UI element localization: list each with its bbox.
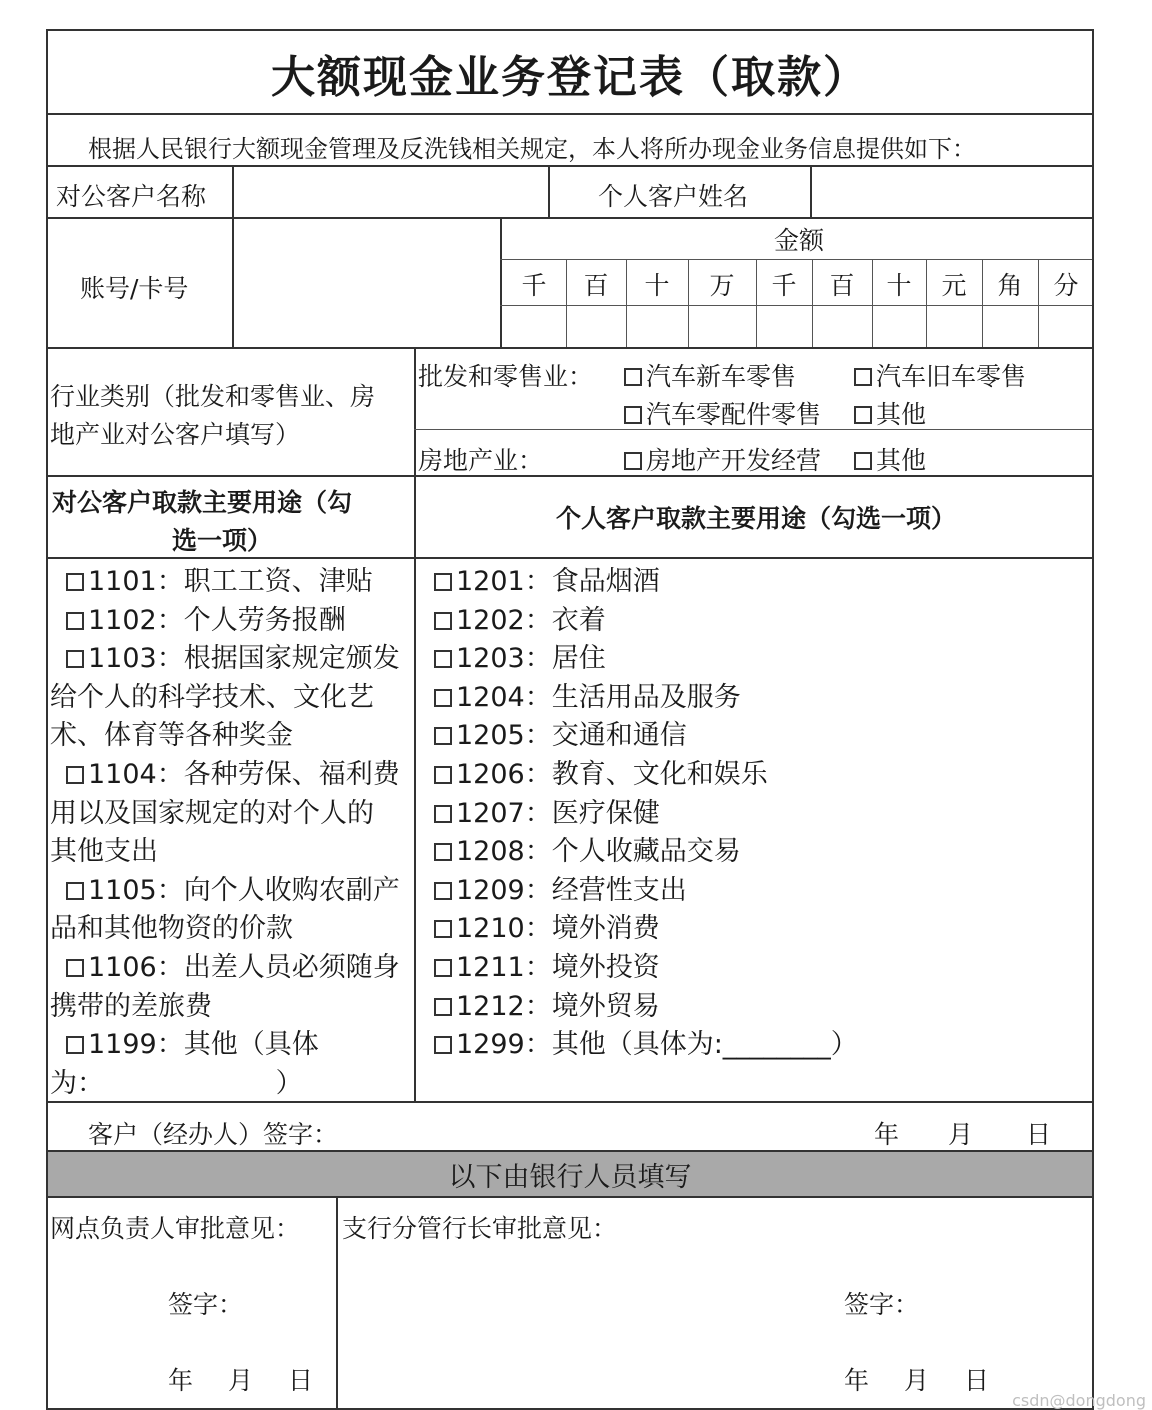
checkbox-icon bbox=[66, 882, 84, 900]
checkbox-icon bbox=[434, 689, 452, 707]
date-month: 月 bbox=[948, 1120, 974, 1149]
amount-unit-yuan: 元 bbox=[941, 271, 967, 300]
personal-purpose-1209[interactable] bbox=[434, 872, 1094, 911]
branch-date-year: 年 bbox=[168, 1366, 194, 1395]
corp-purpose-1199[interactable] bbox=[50, 1026, 412, 1065]
purpose-continuation: 用以及国家规定的对个人的 bbox=[50, 797, 374, 829]
checkbox-icon bbox=[624, 406, 642, 424]
corp-purpose-header-line1: 对公客户取款主要用途（勾 bbox=[52, 488, 353, 517]
purpose-label: 1211：境外投资 bbox=[456, 951, 660, 983]
option-label: 其他 bbox=[876, 400, 927, 429]
personal-purpose-1212[interactable] bbox=[434, 988, 1094, 1027]
option-wholesale-other[interactable] bbox=[854, 395, 926, 431]
checkbox-icon bbox=[434, 959, 452, 977]
checkbox-icon bbox=[624, 368, 642, 386]
divider bbox=[1038, 259, 1039, 347]
personal-purpose-1201[interactable] bbox=[434, 563, 1094, 602]
customer-signature-field[interactable] bbox=[388, 1107, 848, 1147]
subbranch-sign-label: 签字： bbox=[844, 1290, 920, 1319]
purpose-label: 1102：个人劳务报酬 bbox=[88, 604, 346, 636]
form-title: 大额现金业务登记表（取款） bbox=[271, 52, 869, 103]
industry-label-line2: 地产业对公客户填写） bbox=[50, 420, 301, 449]
option-used-car-retail[interactable] bbox=[854, 357, 1026, 393]
checkbox-icon bbox=[434, 998, 452, 1016]
divider bbox=[926, 259, 927, 347]
corp-purpose-1105[interactable] bbox=[50, 872, 412, 911]
account-label: 账号/卡号 bbox=[80, 274, 189, 303]
personal-purpose-list bbox=[434, 563, 1094, 1065]
divider bbox=[548, 165, 550, 217]
checkbox-icon bbox=[434, 843, 452, 861]
checkbox-icon bbox=[624, 452, 642, 470]
checkbox-icon bbox=[434, 573, 452, 591]
divider bbox=[566, 259, 567, 347]
purpose-continuation: 给个人的科学技术、文化艺 bbox=[50, 681, 374, 713]
purpose-label: 1103：根据国家规定颁发 bbox=[88, 643, 400, 675]
checkbox-icon bbox=[434, 612, 452, 630]
purpose-label: 1201：食品烟酒 bbox=[456, 566, 660, 597]
divider bbox=[756, 259, 757, 347]
amount-unit-wan: 万 bbox=[709, 271, 735, 300]
purpose-label: 1210：境外消费 bbox=[456, 913, 660, 945]
corp-purpose-header-line2: 选一项） bbox=[172, 526, 273, 555]
option-label: 汽车零配件零售 bbox=[646, 400, 822, 429]
divider bbox=[414, 429, 1094, 430]
option-realestate-other[interactable] bbox=[854, 441, 926, 477]
checkbox-icon bbox=[66, 959, 84, 977]
checkbox-icon bbox=[854, 368, 872, 386]
checkbox-icon bbox=[66, 573, 84, 591]
realestate-label: 房地产业： bbox=[418, 446, 544, 475]
personal-purpose-1207[interactable] bbox=[434, 795, 1094, 834]
checkbox-icon bbox=[854, 406, 872, 424]
corp-purpose-1106[interactable] bbox=[50, 949, 412, 988]
personal-purpose-1208[interactable] bbox=[434, 833, 1094, 872]
corp-name-field[interactable] bbox=[234, 167, 548, 217]
subbranch-date-day: 日 bbox=[964, 1366, 990, 1395]
amount-unit-thousand-wan: 千 bbox=[521, 271, 547, 300]
divider bbox=[872, 259, 873, 347]
subbranch-approval-label: 支行分管行长审批意见： bbox=[342, 1214, 618, 1243]
purpose-label: 1207：医疗保健 bbox=[456, 797, 660, 829]
divider bbox=[48, 113, 1092, 115]
purpose-label: 1105：向个人收购农副产 bbox=[88, 874, 400, 906]
checkbox-icon bbox=[66, 612, 84, 630]
checkbox-icon bbox=[434, 882, 452, 900]
amount-unit-hundred-wan: 百 bbox=[583, 271, 609, 300]
checkbox-icon bbox=[66, 766, 84, 784]
checkbox-icon bbox=[854, 452, 872, 470]
personal-purpose-1211[interactable] bbox=[434, 949, 1094, 988]
divider bbox=[500, 305, 1094, 306]
checkbox-icon bbox=[434, 727, 452, 745]
option-label: 房地产开发经营 bbox=[646, 446, 822, 475]
purpose-label: 1203：居住 bbox=[456, 643, 606, 675]
corp-purpose-list bbox=[50, 563, 412, 1103]
corp-purpose-1103[interactable] bbox=[50, 640, 412, 679]
branch-sign-label: 签字： bbox=[168, 1290, 244, 1319]
checkbox-icon bbox=[434, 920, 452, 938]
purpose-label: 1106：出差人员必须随身 bbox=[88, 951, 400, 983]
option-car-parts-retail[interactable] bbox=[624, 395, 821, 431]
purpose-continuation: 为： ） bbox=[50, 1067, 303, 1099]
personal-name-field[interactable] bbox=[812, 167, 1094, 217]
checkbox-icon bbox=[66, 650, 84, 668]
option-label: 其他 bbox=[876, 446, 927, 475]
purpose-label: 1206：教育、文化和娱乐 bbox=[456, 758, 768, 790]
amount-unit-hundred: 百 bbox=[829, 271, 855, 300]
divider bbox=[336, 1196, 338, 1410]
personal-name-label: 个人客户姓名 bbox=[598, 182, 749, 211]
purpose-continuation: 其他支出 bbox=[50, 836, 158, 868]
divider bbox=[414, 475, 416, 1101]
divider bbox=[48, 1101, 1092, 1103]
purpose-continuation: 术、体育等各种奖金 bbox=[50, 720, 293, 752]
amount-unit-jiao: 角 bbox=[997, 271, 1023, 300]
divider bbox=[48, 1196, 1092, 1198]
option-label: 汽车旧车零售 bbox=[876, 362, 1027, 391]
watermark: csdn@dongdong bbox=[1012, 1391, 1146, 1410]
divider bbox=[500, 259, 1094, 260]
purpose-label: 1101：职工工资、津贴 bbox=[88, 566, 373, 597]
subbranch-date-month: 月 bbox=[904, 1366, 930, 1395]
bank-section-header: 以下由银行人员填写 bbox=[48, 1152, 1092, 1196]
purpose-continuation: 携带的差旅费 bbox=[50, 990, 212, 1022]
amount-unit-fen: 分 bbox=[1053, 271, 1079, 300]
checkbox-icon bbox=[434, 766, 452, 784]
option-new-car-retail[interactable] bbox=[624, 357, 796, 393]
industry-label-line1: 行业类别（批发和零售业、房 bbox=[50, 382, 376, 411]
wholesale-label: 批发和零售业： bbox=[418, 362, 594, 391]
purpose-label: 1209：经营性支出 bbox=[456, 874, 687, 906]
divider bbox=[688, 259, 689, 347]
divider bbox=[48, 347, 1092, 349]
amount-label: 金额 bbox=[773, 226, 824, 255]
purpose-continuation: 品和其他物资的价款 bbox=[50, 913, 293, 945]
checkbox-icon bbox=[434, 805, 452, 823]
corp-purpose-1101[interactable] bbox=[50, 563, 412, 602]
divider bbox=[982, 259, 983, 347]
divider bbox=[414, 347, 416, 475]
personal-purpose-1210[interactable] bbox=[434, 910, 1094, 949]
purpose-label: 1299：其他（具体为:________） bbox=[456, 1029, 858, 1061]
cash-registration-form bbox=[46, 29, 1094, 1410]
branch-date-day: 日 bbox=[288, 1366, 314, 1395]
customer-signature-label: 客户（经办人）签字： bbox=[88, 1120, 339, 1149]
purpose-label: 1204：生活用品及服务 bbox=[456, 681, 741, 713]
corp-name-label: 对公客户名称 bbox=[56, 182, 207, 211]
purpose-label: 1212：境外贸易 bbox=[456, 990, 660, 1022]
personal-purpose-1204[interactable] bbox=[434, 679, 1094, 718]
purpose-label: 1199：其他（具体 bbox=[88, 1029, 319, 1061]
personal-purpose-1205[interactable] bbox=[434, 717, 1094, 756]
personal-purpose-header: 个人客户取款主要用途（勾选一项） bbox=[555, 504, 956, 533]
option-realestate-dev[interactable] bbox=[624, 441, 821, 477]
purpose-label: 1202：衣着 bbox=[456, 604, 606, 636]
purpose-label: 1208：个人收藏品交易 bbox=[456, 836, 741, 868]
personal-purpose-1206[interactable] bbox=[434, 756, 1094, 795]
personal-purpose-1299[interactable] bbox=[434, 1026, 1094, 1065]
subbranch-date-year: 年 bbox=[844, 1366, 870, 1395]
divider bbox=[626, 259, 627, 347]
checkbox-icon bbox=[434, 650, 452, 668]
intro-text: 根据人民银行大额现金管理及反洗钱相关规定，本人将所办现金业务信息提供如下： bbox=[88, 135, 976, 163]
option-label: 汽车新车零售 bbox=[646, 362, 797, 391]
amount-unit-ten-wan: 十 bbox=[644, 271, 670, 300]
amount-unit-ten: 十 bbox=[886, 271, 912, 300]
corp-purpose-1102[interactable] bbox=[50, 602, 412, 641]
divider bbox=[812, 259, 813, 347]
date-day: 日 bbox=[1026, 1120, 1052, 1149]
divider bbox=[48, 557, 1092, 559]
checkbox-icon bbox=[66, 1036, 84, 1054]
personal-purpose-1203[interactable] bbox=[434, 640, 1094, 679]
date-year: 年 bbox=[874, 1120, 900, 1149]
branch-approval-label: 网点负责人审批意见： bbox=[50, 1214, 301, 1243]
amount-unit-thousand: 千 bbox=[771, 271, 797, 300]
account-number-field[interactable] bbox=[234, 219, 500, 347]
personal-purpose-1202[interactable] bbox=[434, 602, 1094, 641]
purpose-label: 1205：交通和通信 bbox=[456, 720, 687, 752]
purpose-label: 1104：各种劳保、福利费 bbox=[88, 758, 400, 790]
corp-purpose-1104[interactable] bbox=[50, 756, 412, 795]
checkbox-icon bbox=[434, 1036, 452, 1054]
branch-date-month: 月 bbox=[228, 1366, 254, 1395]
